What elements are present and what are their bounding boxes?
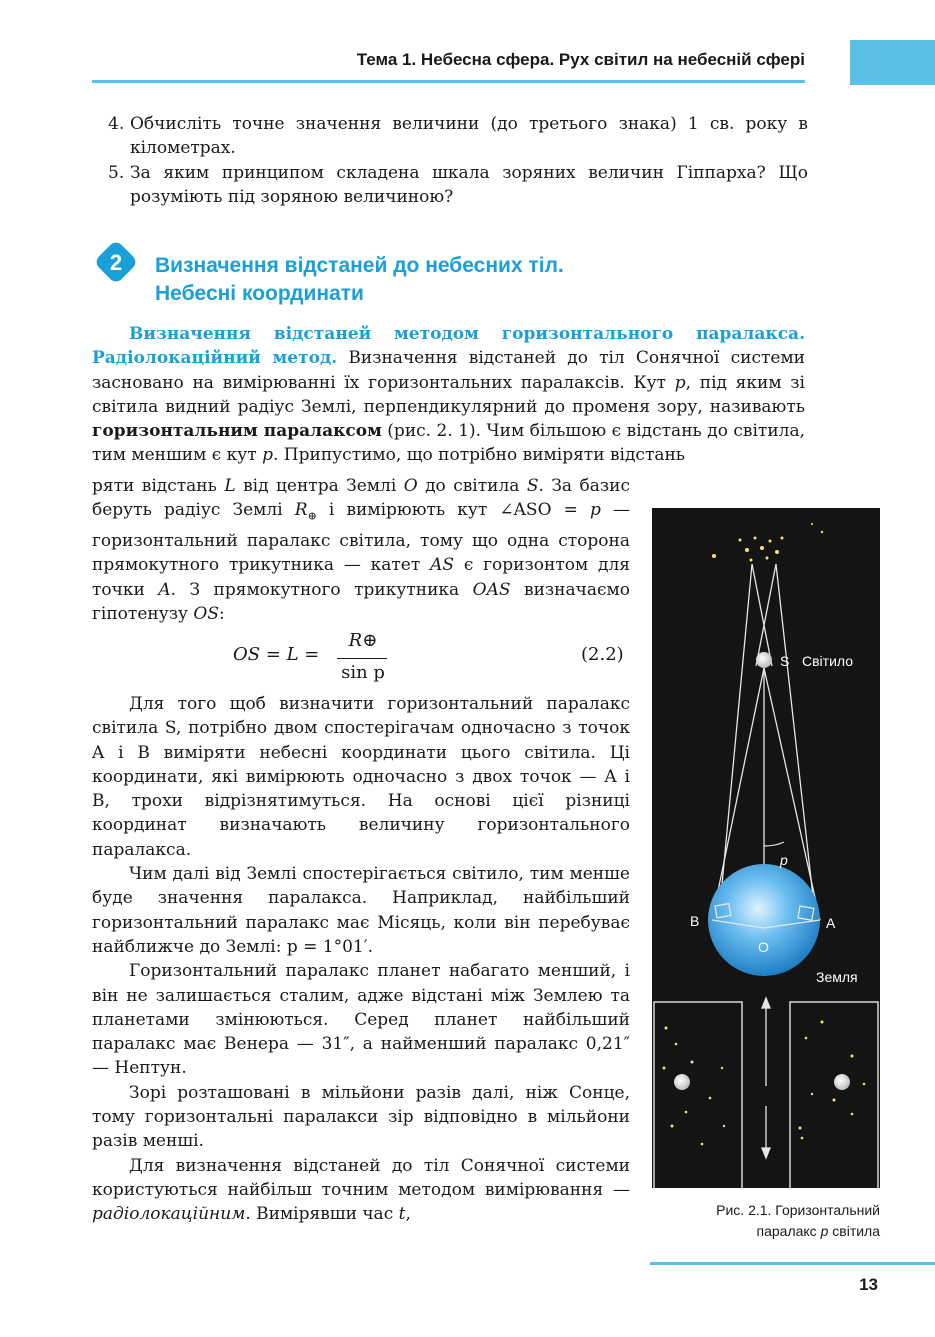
label-p: p	[780, 852, 788, 868]
body-paragraph-4: Горизонтальний паралакс планет набагато менший, і він не залишається сталим, адже відстані між Землею та планетами змінюються. Серед планет найбільший паралакс має Венера — 31″, а найменший паралакс 0,21″ — Нептун.	[92, 961, 630, 1079]
text: , під яким зі світила видний радіус Землі, перпендикулярний до променя зору, називають	[92, 372, 805, 417]
text: p	[262, 445, 273, 466]
question-item	[108, 161, 808, 209]
star-right	[834, 1074, 850, 1090]
text: радіолокаційним	[92, 1204, 246, 1225]
text: p	[674, 372, 686, 393]
term-bold: горизонтальним паралаксом	[92, 421, 382, 442]
parallax-diagram	[652, 508, 880, 1188]
body-paragraph-1-cont	[92, 474, 630, 626]
question-number: 5.	[108, 163, 125, 183]
subsection-heading: Визначення відстаней методом горизонтального паралакса. Радіолокаційний метод.	[92, 324, 805, 369]
text: . Припустимо, що потрібно виміряти відстань	[273, 445, 686, 466]
parallax-figure	[652, 508, 880, 1188]
body-paragraph-6	[92, 1154, 630, 1227]
text: до світила	[417, 476, 527, 496]
question-item	[108, 112, 808, 160]
text: OAS	[472, 579, 511, 600]
text: OS	[193, 603, 219, 624]
star-s	[756, 652, 772, 668]
running-header: Тема 1. Небесна сфера. Рух світил на небесній сфері	[356, 50, 805, 69]
fraction-bar	[337, 658, 387, 659]
formula-numerator: R⊕	[348, 630, 378, 651]
text: AS	[430, 555, 455, 576]
text: ,	[405, 1204, 411, 1225]
section-number-badge	[94, 240, 138, 284]
header-rule	[92, 80, 805, 83]
text: A	[158, 579, 171, 600]
footer-rule	[650, 1262, 935, 1265]
body-paragraph-1	[92, 322, 805, 468]
text: — горизонтальний паралакс світила, тому що одна сторона прямокутного трикутника — катет	[92, 500, 631, 576]
caption-line: Рис. 2.1. Горизонтальний	[716, 1202, 880, 1218]
text: . За базис беруть радіус Землі	[92, 476, 630, 521]
label-s: S	[780, 653, 790, 669]
text: L	[224, 476, 236, 496]
text: визначаємо гіпотенузу	[92, 579, 630, 624]
text: p	[590, 500, 601, 521]
section-title-line: Небесні координати	[155, 282, 364, 305]
direction-arrows	[762, 998, 770, 1158]
body-paragraph-5: Зорі розташовані в мільйони разів далі, ніж Сонце, тому горизонтальні паралакси зір відповідно в мільйони разів менші.	[92, 1082, 630, 1152]
label-o: O	[758, 939, 769, 955]
text: . Вимірявши час	[245, 1204, 399, 1225]
equation-number: (2.2)	[581, 644, 624, 665]
star-left	[674, 1074, 690, 1090]
question-number: 4.	[108, 114, 125, 134]
text: від центра Землі	[235, 476, 404, 496]
text: O	[403, 476, 418, 496]
text: Для визначення відстаней до тіл Сонячної системи користуються найбільш точним методом вимірювання —	[92, 1155, 630, 1200]
parallax-arc	[764, 842, 784, 846]
formula-denominator: sin p	[341, 662, 385, 683]
text: S	[526, 476, 539, 496]
label-b: B	[690, 913, 700, 929]
body-column	[92, 692, 630, 1227]
text: ⊕	[307, 509, 317, 523]
caption-line: паралакс p світила	[756, 1223, 880, 1239]
text: (рис. 2. 1). Чим більшою є відстань до світила, тим меншим є кут	[92, 421, 805, 466]
label-earth: Земля	[816, 969, 858, 985]
text: ряти відстань	[92, 476, 225, 496]
question-text: За яким принципом складена шкала зоряних величин Гіппарха? Що розуміють під зоряною величиною?	[130, 163, 808, 207]
section-title	[155, 252, 755, 308]
label-star: Світило	[802, 653, 854, 669]
label-a: A	[826, 915, 836, 931]
section-number: 2	[109, 250, 123, 275]
text: :	[218, 603, 225, 624]
text: R	[294, 500, 308, 521]
star-field-top	[712, 523, 823, 562]
text: t	[398, 1204, 406, 1225]
header-tab-marker	[850, 40, 935, 85]
page-number: 13	[859, 1275, 878, 1294]
formula-2-2	[233, 630, 633, 690]
section-title-line: Визначення відстаней до небесних тіл.	[155, 254, 564, 277]
earth-globe	[708, 864, 820, 976]
question-text: Обчисліть точне значення величини (до третього знака) 1 св. року в кілометрах.	[130, 114, 808, 158]
text: є горизонтом для точки	[92, 555, 631, 600]
text: і вимірюють кут ∠ASO =	[316, 500, 590, 521]
formula-lhs: OS = L =	[233, 644, 320, 665]
text: Визначення відстаней до тіл Сонячної системи засновано на вимірюванні їх горизонтальних паралаксів. Кут	[92, 348, 806, 393]
body-paragraph-3: Чим далі від Землі спостерігається світило, тим менше буде значення паралакса. Наприклад, найбільший горизонтальний паралакс має Місяць, коли він перебуває найближче до Землі: p = 1°01′.	[92, 864, 630, 957]
figure-caption	[652, 1200, 880, 1242]
body-paragraph-2: Для того щоб визначити горизонтальний паралакс світила S, потрібно двом спостерігачам одночасно з точок A і B виміряти небесні координати цього світила. Ці координати, які вимірюють одночасно з двох точок — A і B, трохи відрізнятимуться. На основі цієї різниці координат визначають величину горизонтального паралакса.	[92, 694, 630, 860]
text: . З прямокутного трикутника	[170, 579, 473, 600]
